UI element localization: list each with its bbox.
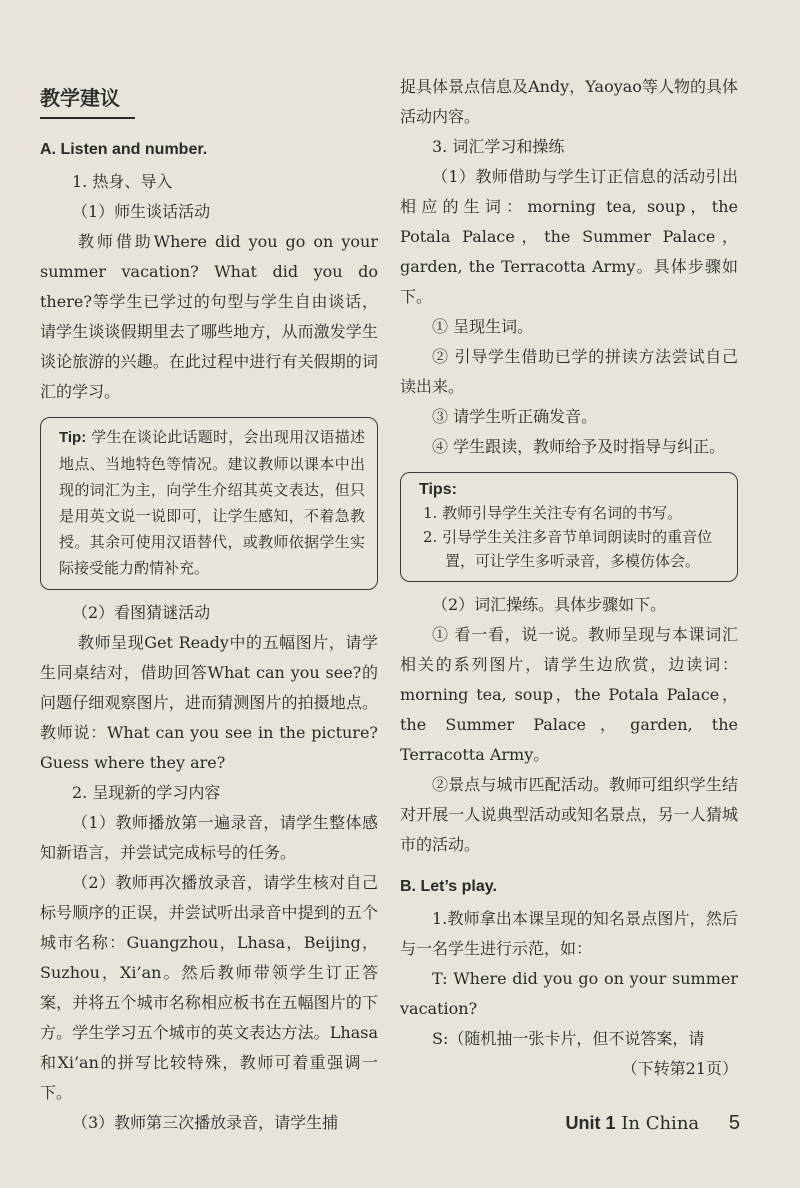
subhead-listen-and-number: A. Listen and number. [40, 141, 208, 158]
paragraph: （2）看图猜谜活动 [72, 603, 211, 622]
page-footer [566, 1112, 740, 1135]
tip-body: 学生在谈论此话题时，会出现用汉语描述地点、当地特色等情况。建议教师以课本中出现的词汇为主，向学生介绍其英文表达，但只是用英文说一说即可，让学生感知，不着急教授。其余可使用汉语替代，或教师依据学生实际接受能力酌情补充。 [59, 428, 365, 577]
paragraph: （3）教师第三次播放录音，请学生捕 [72, 1113, 339, 1132]
paragraph: ②景点与城市匹配活动。教师可组织学生结对开展一人说典型活动或知名景点，另一人猜城市的活动。 [400, 775, 738, 854]
paragraph: 3. 词汇学习和操练 [432, 137, 565, 156]
paragraph: （2）教师再次播放录音，请学生核对自己标号顺序的正误，并尝试听出录音中提到的五个城市名称：Guangzhou，Lhasa，Beijing，Suzhou，Xi’an。然后教师带领学生订正答案，并将五个城市名称相应板书在五幅图片的下方。学生学习五个城市的英文表达方法。Lhasa和Xi’an的拼写比较特殊，教师可着重强调一下。 [40, 873, 378, 1102]
page-number: 5 [728, 1112, 740, 1134]
paragraph: ② 引导学生借助已学的拼读方法尝试自己读出来。 [400, 347, 738, 396]
paragraph: 1. 热身、导入 [72, 172, 173, 191]
paragraph: 1.教师拿出本课呈现的知名景点图片，然后与一名学生进行示范，如： [400, 909, 738, 958]
tip-text [59, 424, 365, 581]
section-title: 教学建议 [40, 82, 135, 119]
tips-item: 1. 教师引导学生关注专有名词的书写。 [423, 504, 683, 522]
paragraph: S:（随机抽一张卡片，但不说答案，请 [432, 1029, 705, 1048]
continued-note: （下转第21页） [621, 1059, 738, 1078]
paragraph: 教师呈现Get Ready中的五幅图片，请学生同桌结对，借助回答What can you see?的问题仔细观察图片，进而猜测图片的拍摄地点。教师说：What can you see in the picture? Guess where they are? [40, 633, 378, 772]
paragraph: 2. 呈现新的学习内容 [72, 783, 221, 802]
paragraph: 捉具体景点信息及Andy，Yaoyao等人物的具体活动内容。 [400, 77, 738, 126]
tip-label: Tip: [59, 429, 87, 446]
paragraph: （1）教师借助与学生订正信息的活动引出相应的生词：morning tea, soup，the Potala Palace，the Summer Palace，garden, the Terracotta Army。具体步骤如下。 [400, 167, 738, 306]
paragraph: （1）师生谈话活动 [72, 202, 211, 221]
paragraph: （2）词汇操练。具体步骤如下。 [432, 595, 667, 614]
paragraph: ③ 请学生听正确发音。 [432, 407, 598, 426]
paragraph: （1）教师播放第一遍录音，请学生整体感知新语言，并尝试完成标号的任务。 [40, 813, 378, 862]
paragraph: 教师借助Where did you go on your summer vacation? What did you do there?等学生已学过的句型与学生自由谈话，请学生谈谈假期里去了哪些地方，从而激发学生谈论旅游的兴趣。在此过程中进行有关假期的词汇的学习。 [40, 232, 378, 401]
tips-box [400, 472, 738, 582]
subhead-lets-play: B. Let’s play. [400, 878, 497, 895]
footer-unit-title: In China [621, 1113, 700, 1134]
paragraph: ④ 学生跟读，教师给予及时指导与纠正。 [432, 437, 726, 456]
footer-unit: Unit 1 [565, 1113, 616, 1133]
tips-label: Tips: [419, 481, 457, 498]
right-column [400, 72, 738, 1084]
paragraph: T: Where did you go on your summer vacation? [400, 969, 738, 1018]
paragraph: ① 呈现生词。 [432, 317, 534, 336]
left-column [40, 72, 378, 1138]
tip-box [40, 417, 378, 590]
tips-item: 2. 引导学生关注多音节单词朗读时的重音位置，可让学生多听录音，多模仿体会。 [423, 528, 713, 570]
paragraph: ① 看一看，说一说。教师呈现与本课词汇相关的系列图片，请学生边欣赏，边读词：morning tea, soup，the Potala Palace，the Summer Palace，garden, the Terracotta Army。 [400, 625, 738, 764]
